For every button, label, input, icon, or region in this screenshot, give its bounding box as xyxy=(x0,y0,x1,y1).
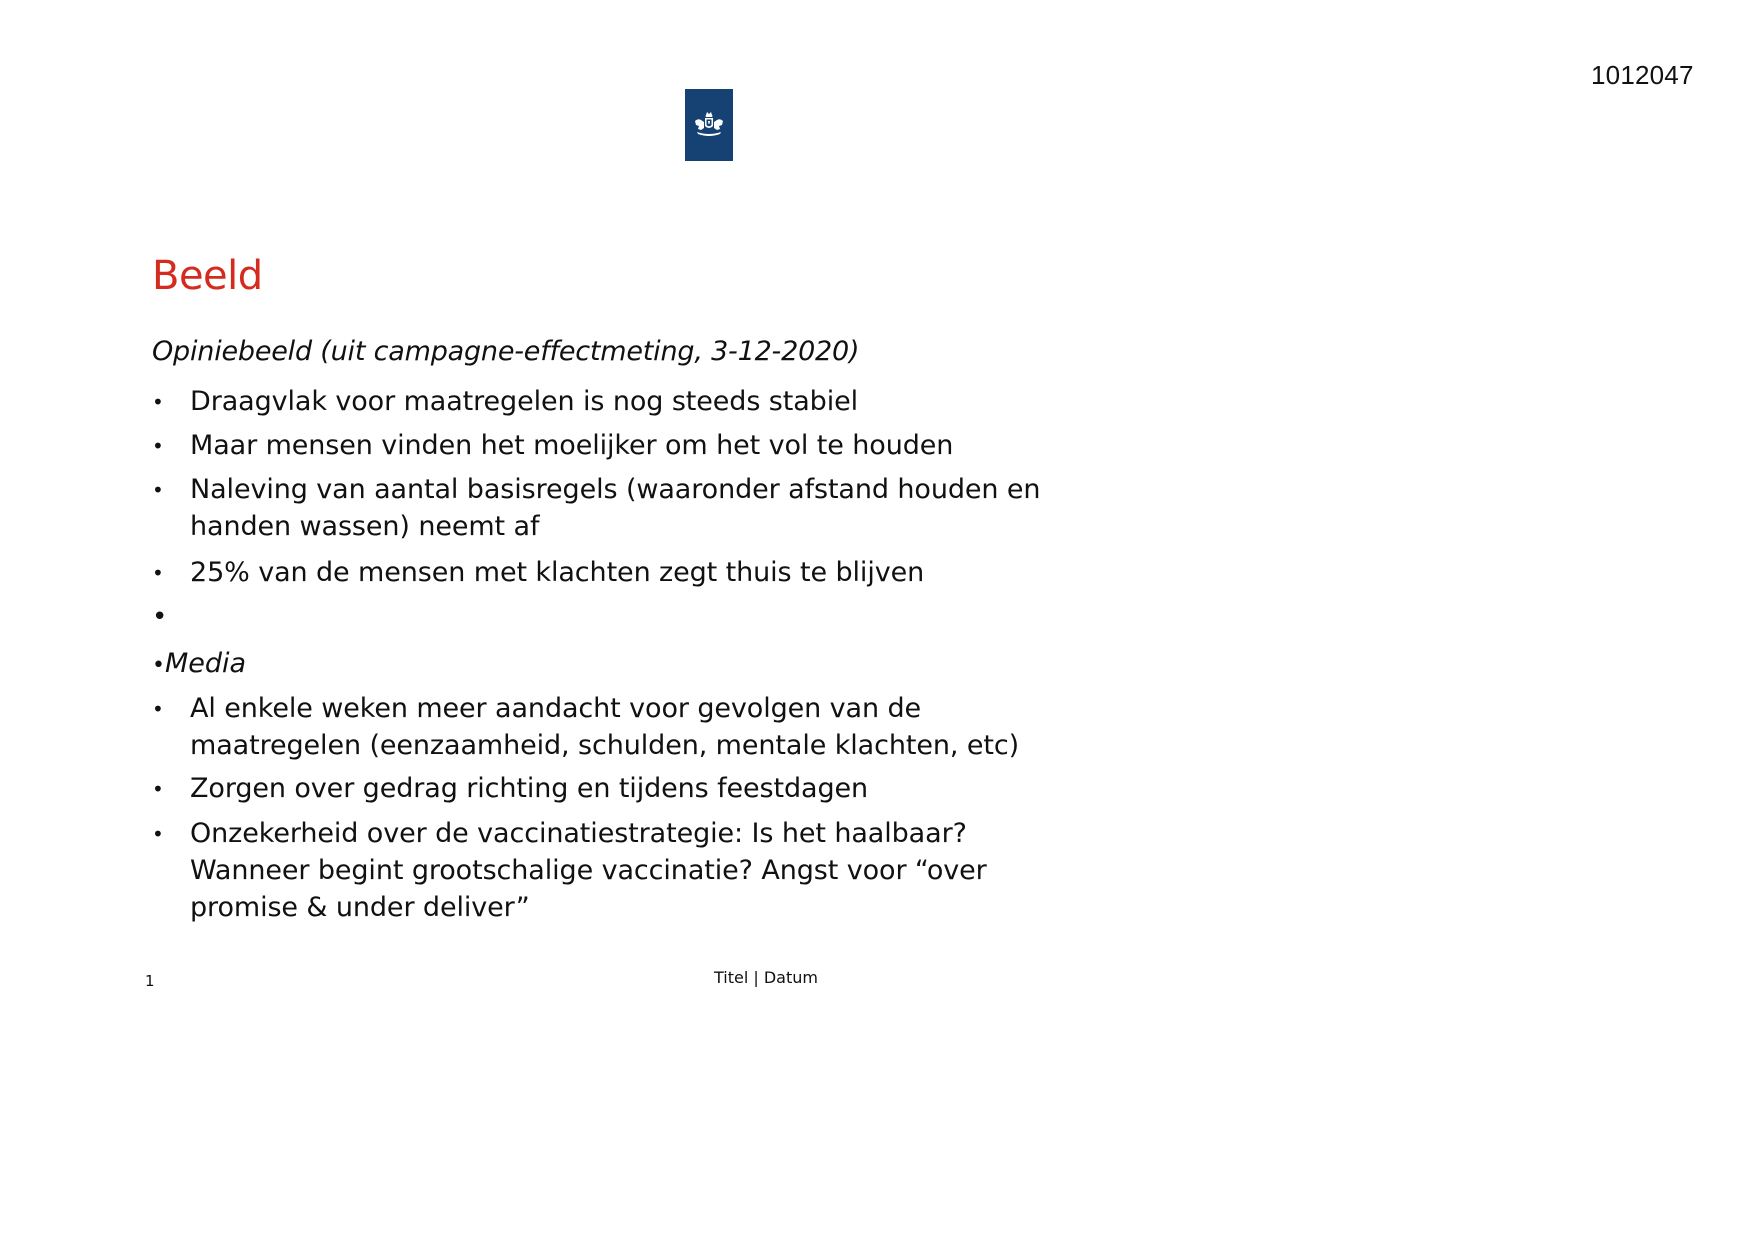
media-heading-text: Media xyxy=(164,648,247,679)
bullet-text-line-1: Al enkele weken meer aandacht voor gevolgen van de xyxy=(190,693,922,724)
bullet-text: Maar mensen vinden het moelijker om het vol te houden xyxy=(190,430,954,461)
bullet-icon: • xyxy=(152,653,165,678)
bullet-text: 25% van de mensen met klachten zegt thuis te blijven xyxy=(190,557,925,588)
rijksoverheid-logo xyxy=(685,89,733,161)
bullet-icon: • xyxy=(152,561,164,585)
section-heading-opiniebeeld: Opiniebeeld (uit campagne-effectmeting, 3-12-2020) xyxy=(152,336,860,367)
page-number: 1 xyxy=(145,972,155,990)
slide-title: Beeld xyxy=(152,253,263,299)
coat-of-arms-icon xyxy=(689,109,729,141)
bullet-item xyxy=(152,815,987,970)
bullet-icon: • xyxy=(152,434,164,458)
bullet-text-line-1: Onzekerheid over de vaccinatiestrategie: Is het haalbaar? xyxy=(190,818,967,849)
bullet-text: Draagvlak voor maatregelen is nog steeds stabiel xyxy=(190,386,859,417)
bullet-icon: • xyxy=(152,697,164,721)
empty-bullet-icon: • xyxy=(152,602,168,632)
bullet-text-line-3: promise & under deliver” xyxy=(190,892,530,923)
bullet-text: Zorgen over gedrag richting en tijdens feestdagen xyxy=(190,773,869,804)
bullet-text-line-2: Wanneer begint grootschalige vaccinatie? Angst voor “over xyxy=(190,855,987,886)
bullet-icon: • xyxy=(152,777,164,801)
section-heading-media xyxy=(152,645,246,685)
bullet-icon: • xyxy=(152,822,164,846)
bullet-text-line-2: maatregelen (eenzaamheid, schulden, mentale klachten, etc) xyxy=(190,730,1020,761)
bullet-text-line-1: Naleving van aantal basisregels (waaronder afstand houden en xyxy=(190,474,1041,505)
bullet-icon: • xyxy=(152,390,164,414)
bullet-icon: • xyxy=(152,478,164,502)
document-id: 1012047 xyxy=(1591,60,1694,90)
bullet-text-line-2: handen wassen) neemt af xyxy=(190,511,540,542)
footer-title-date: Titel | Datum xyxy=(714,968,818,987)
